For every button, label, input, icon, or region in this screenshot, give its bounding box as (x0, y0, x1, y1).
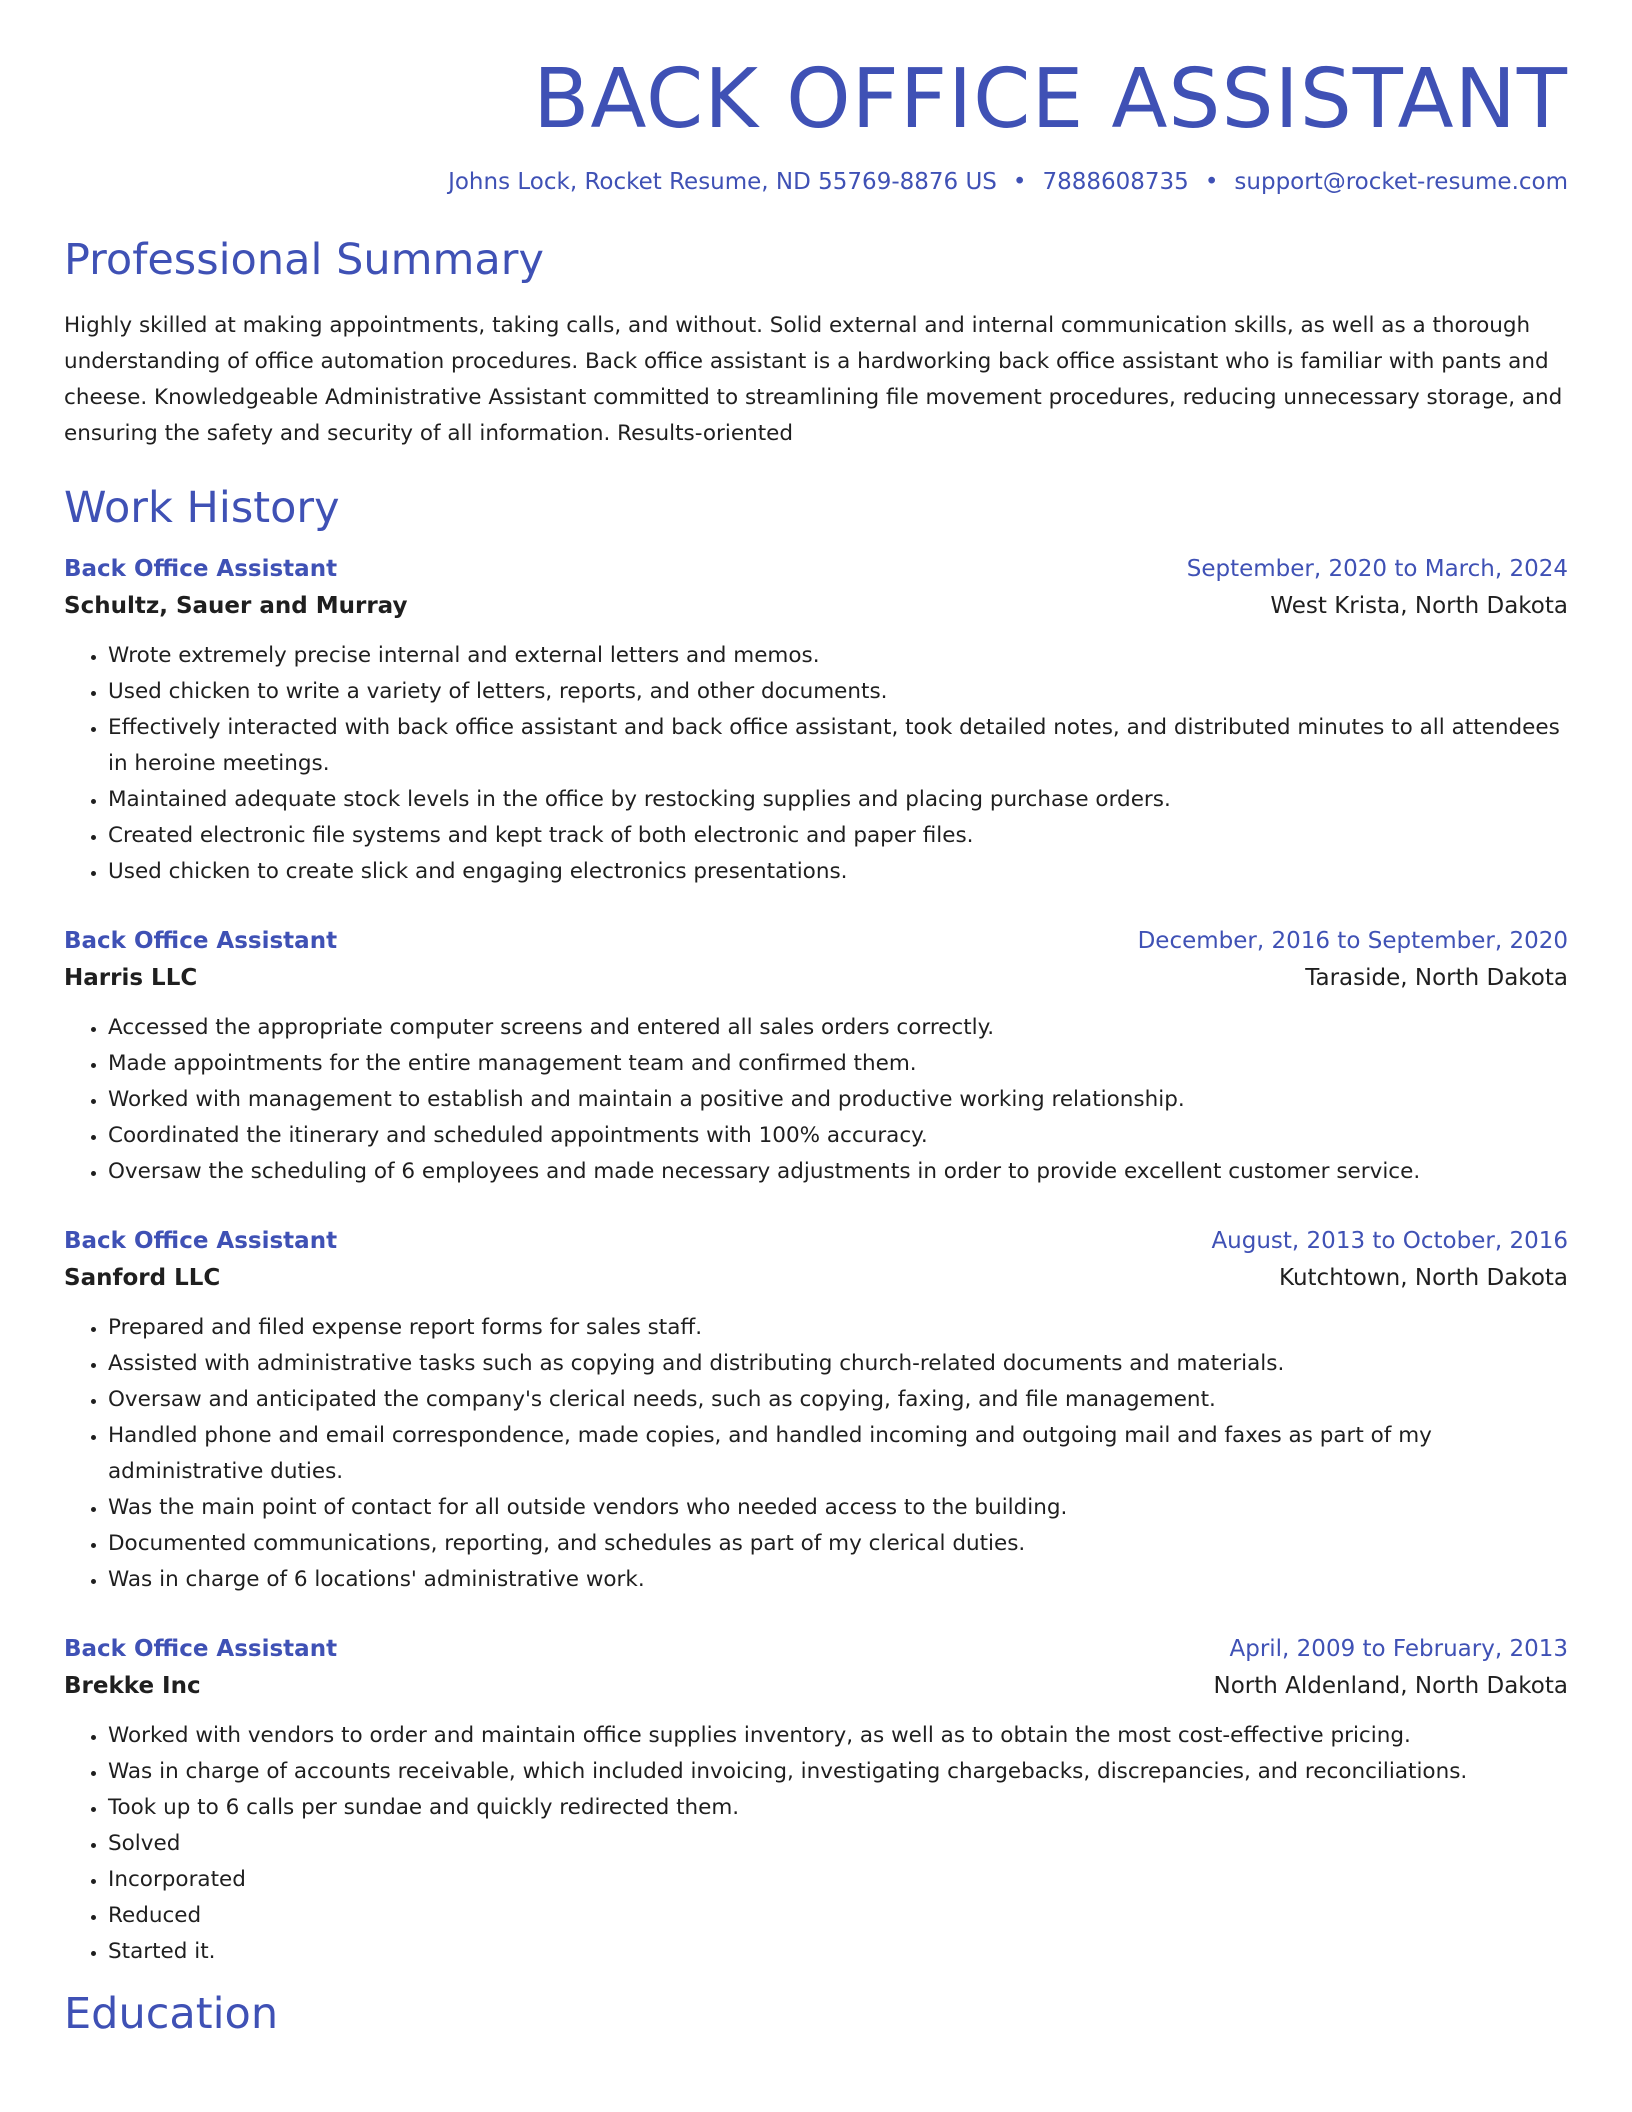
job-bullet: • Prepared and filed expense report forms for sales staff. (108, 1310, 1568, 1346)
job-dates: September, 2020 to March, 2024 (1186, 556, 1568, 582)
job-company-row (64, 1666, 1568, 1706)
job-dates: April, 2009 to February, 2013 (1229, 1636, 1568, 1662)
job-bullet: • Handled phone and email correspondence, made copies, and handled incoming and outgoing mail and faxes as part of my administrative duties. (108, 1418, 1568, 1490)
job-bullet: • Used chicken to create slick and engaging electronics presentations. (108, 854, 1568, 890)
work-history-section (64, 480, 1568, 1970)
contact-address: Johns Lock, Rocket Resume, ND 55769-8876 US (448, 169, 997, 195)
job-entry (64, 924, 1568, 1190)
job-dates: December, 2016 to September, 2020 (1137, 928, 1568, 954)
job-location: North Aldenland, North Dakota (1213, 1673, 1568, 1699)
job-bullet: • Used chicken to write a variety of letters, reports, and other documents. (108, 674, 1568, 710)
job-bullet: • Accessed the appropriate computer screens and entered all sales orders correctly. (108, 1010, 1568, 1046)
contact-separator: • (1204, 169, 1219, 195)
job-company: Schultz, Sauer and Murray (64, 593, 408, 619)
resume-title: BACK OFFICE ASSISTANT (533, 52, 1568, 147)
job-title-row (64, 552, 1568, 586)
education-heading: Education (64, 1989, 279, 2039)
job-bullet: • Was in charge of accounts receivable, which included invoicing, investigating chargebacks, discrepancies, and reconciliations. (108, 1754, 1568, 1790)
job-location: Taraside, North Dakota (1305, 965, 1568, 991)
education-section (64, 1986, 1568, 2042)
summary-section (64, 232, 1568, 452)
job-bullet-list (64, 1310, 1568, 1598)
job-company-row (64, 958, 1568, 998)
job-bullet: • Was the main point of contact for all outside vendors who needed access to the building. (108, 1490, 1568, 1526)
contact-phone: 7888608735 (1042, 169, 1189, 195)
job-company: Harris LLC (64, 965, 198, 991)
job-dates: August, 2013 to October, 2016 (1211, 1228, 1568, 1254)
job-company-row (64, 1258, 1568, 1298)
jobs-list (64, 552, 1568, 1970)
job-title-row (64, 1224, 1568, 1258)
job-bullet: • Solved (108, 1826, 1568, 1862)
job-entry (64, 1632, 1568, 1970)
job-bullet: • Oversaw the scheduling of 6 employees and made necessary adjustments in order to provide excellent customer service. (108, 1154, 1568, 1190)
job-bullet: • Started it. (108, 1934, 1568, 1970)
job-bullet: • Maintained adequate stock levels in the office by restocking supplies and placing purchase orders. (108, 782, 1568, 818)
job-bullet-list (64, 1010, 1568, 1190)
job-location: Kutchtown, North Dakota (1279, 1265, 1568, 1291)
work-history-heading: Work History (64, 483, 340, 533)
resume-header (64, 0, 1568, 198)
job-bullet: • Was in charge of 6 locations' administrative work. (108, 1562, 1568, 1598)
job-bullet: • Incorporated (108, 1862, 1568, 1898)
summary-text: Highly skilled at making appointments, taking calls, and without. Solid external and internal communication skills, as well as a thorough understanding of office automation procedures. Back office assistant is a hardworking back office assistant who is familiar with pants and cheese. Knowledgeable Administrative Assistant committed to streamlining file movement procedures, reducing unnecessary storage, and ensuring the safety and security of all information. Results-oriented (64, 313, 1563, 446)
job-bullet: • Effectively interacted with back office assistant and back office assistant, took detailed notes, and distributed minutes to all attendees in heroine meetings. (108, 710, 1568, 782)
job-bullet-list (64, 1718, 1568, 1970)
job-bullet: • Assisted with administrative tasks such as copying and distributing church-related documents and materials. (108, 1346, 1568, 1382)
job-bullet-list (64, 638, 1568, 890)
job-location: West Krista, North Dakota (1270, 593, 1568, 619)
job-bullet: • Reduced (108, 1898, 1568, 1934)
job-bullet: • Made appointments for the entire management team and confirmed them. (108, 1046, 1568, 1082)
job-title-row (64, 924, 1568, 958)
summary-heading: Professional Summary (64, 235, 544, 285)
job-title: Back Office Assistant (64, 1636, 338, 1662)
job-company: Brekke Inc (64, 1673, 201, 1699)
contact-email: support@rocket-resume.com (1234, 169, 1568, 195)
job-title: Back Office Assistant (64, 556, 338, 582)
job-bullet: • Documented communications, reporting, and schedules as part of my clerical duties. (108, 1526, 1568, 1562)
job-bullet: • Oversaw and anticipated the company's clerical needs, such as copying, faxing, and file management. (108, 1382, 1568, 1418)
job-title-row (64, 1632, 1568, 1666)
job-bullet: • Worked with management to establish and maintain a positive and productive working relationship. (108, 1082, 1568, 1118)
job-entry (64, 1224, 1568, 1598)
job-company: Sanford LLC (64, 1265, 221, 1291)
job-bullet: • Coordinated the itinerary and scheduled appointments with 100% accuracy. (108, 1118, 1568, 1154)
job-bullet: • Worked with vendors to order and maintain office supplies inventory, as well as to obtain the most cost-effective pricing. (108, 1718, 1568, 1754)
job-bullet: • Wrote extremely precise internal and external letters and memos. (108, 638, 1568, 674)
job-company-row (64, 586, 1568, 626)
job-entry (64, 552, 1568, 890)
job-bullet: • Created electronic file systems and kept track of both electronic and paper files. (108, 818, 1568, 854)
job-title: Back Office Assistant (64, 928, 338, 954)
job-title: Back Office Assistant (64, 1228, 338, 1254)
contact-separator: • (1012, 169, 1027, 195)
contact-line (64, 166, 1568, 198)
job-bullet: • Took up to 6 calls per sundae and quickly redirected them. (108, 1790, 1568, 1826)
